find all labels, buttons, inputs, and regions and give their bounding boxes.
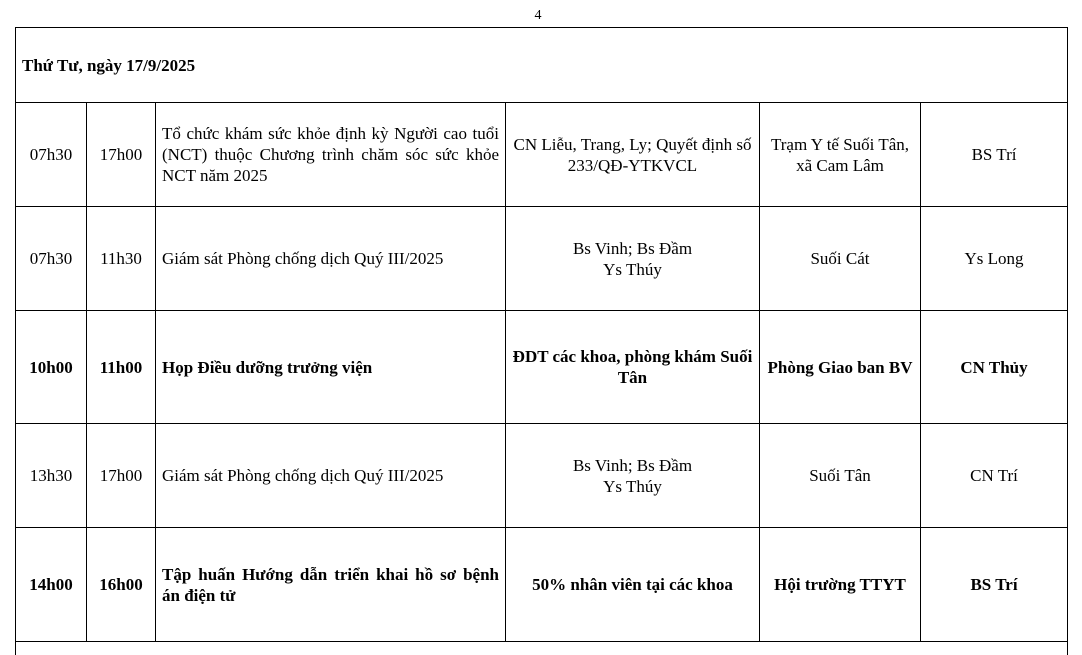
start-time: 07h30 (16, 103, 87, 207)
host: BS Trí (921, 528, 1068, 642)
table-row (16, 311, 1068, 424)
table-row (16, 103, 1068, 207)
location: Hội trường TTYT (760, 528, 921, 642)
table-row-partial (16, 642, 1068, 655)
start-time: 10h00 (16, 311, 87, 424)
activity-content: Giám sát Phòng chống dịch Quý III/2025 (156, 424, 506, 528)
location: Suối Cát (760, 207, 921, 311)
participants: Bs Vinh; Bs Đầm Ys Thúy (506, 424, 760, 528)
end-time: 11h00 (87, 311, 156, 424)
table-row (16, 424, 1068, 528)
activity-content: Tập huấn Hướng dẫn triển khai hồ sơ bệnh án điện tử (156, 528, 506, 642)
host: CN Thủy (921, 311, 1068, 424)
host: CN Trí (921, 424, 1068, 528)
day-header: Thứ Tư, ngày 17/9/2025 (16, 28, 1068, 103)
next-row-partial (16, 642, 1068, 655)
page-number: 4 (534, 8, 542, 23)
participants: 50% nhân viên tại các khoa (506, 528, 760, 642)
activity-content: Họp Điều dưỡng trưởng viện (156, 311, 506, 424)
schedule-table (15, 27, 1068, 655)
end-time: 17h00 (87, 103, 156, 207)
location: Suối Tân (760, 424, 921, 528)
participants: CN Liễu, Trang, Ly; Quyết định số 233/QĐ-YTKVCL (506, 103, 760, 207)
activity-content: Giám sát Phòng chống dịch Quý III/2025 (156, 207, 506, 311)
participants: ĐDT các khoa, phòng khám Suối Tân (506, 311, 760, 424)
start-time: 07h30 (16, 207, 87, 311)
host: Ys Long (921, 207, 1068, 311)
end-time: 11h30 (87, 207, 156, 311)
day-header-row (16, 28, 1068, 103)
table-row (16, 207, 1068, 311)
end-time: 16h00 (87, 528, 156, 642)
location: Trạm Y tế Suối Tân, xã Cam Lâm (760, 103, 921, 207)
start-time: 13h30 (16, 424, 87, 528)
start-time: 14h00 (16, 528, 87, 642)
end-time: 17h00 (87, 424, 156, 528)
table-row (16, 528, 1068, 642)
activity-content: Tổ chức khám sức khỏe định kỳ Người cao tuổi (NCT) thuộc Chương trình chăm sóc sức khỏe NCT năm 2025 (156, 103, 506, 207)
location: Phòng Giao ban BV (760, 311, 921, 424)
host: BS Trí (921, 103, 1068, 207)
participants: Bs Vinh; Bs Đầm Ys Thúy (506, 207, 760, 311)
